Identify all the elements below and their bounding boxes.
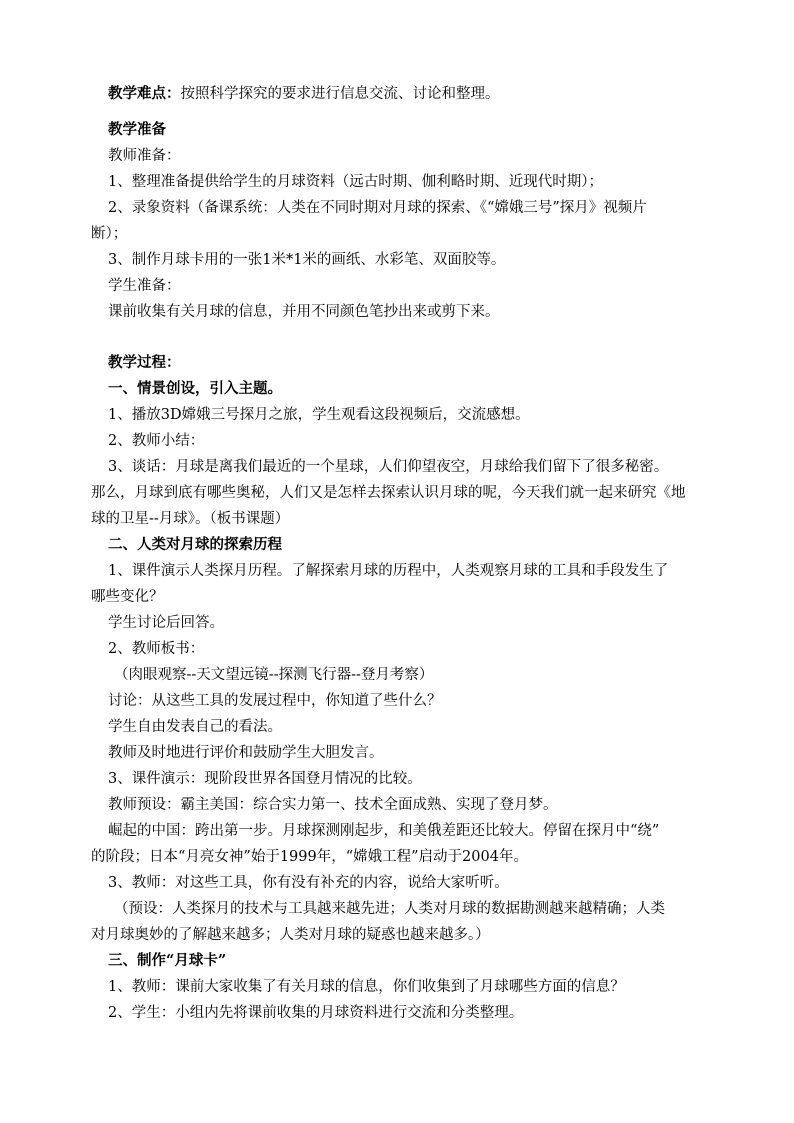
section-2-line: 教师预设：霸主美国：综合实力第一、技术全面成熟、实现了登月梦。 <box>108 797 558 813</box>
section-2-line: 学生自由发表自己的看法。 <box>108 719 282 735</box>
student-prep-label: 学生准备： <box>108 278 181 294</box>
section-3-line: 2、学生：小组内先将课前收集的月球资料进行交流和分类整理。 <box>108 1005 524 1021</box>
section-2-line: 3、课件演示：现阶段世界各国登月情况的比较。 <box>108 771 422 787</box>
section-2-line: 1、课件演示人类探月历程。了解探索月球的历程中，人类观察月球的工具和手段发生了 <box>108 563 669 579</box>
section-1-line: 1、播放3D嫦娥三号探月之旅，学生观看这段视频后，交流感想。 <box>108 407 530 423</box>
section-2-line: 讨论：从这些工具的发展过程中，你知道了些什么？ <box>108 693 442 709</box>
prep-heading: 教学准备 <box>108 121 166 138</box>
teacher-prep-item: 断）； <box>91 226 128 242</box>
teacher-prep-item: 3、制作月球卡用的一张1米*1米的画纸、水彩笔、双面胶等。 <box>108 252 506 268</box>
section-1-line: 球的卫星--月球》。（板书课题） <box>91 511 290 527</box>
section-1-line: 那么，月球到底有哪些奥秘，人们又是怎样去探索认识月球的呢，今天我们就一起来研究《地 <box>91 485 686 501</box>
section-2-line: 对月球奥妙的了解越来越多；人类对月球的疑惑也越来越多。） <box>91 927 490 943</box>
process-heading: 教学过程： <box>108 354 181 371</box>
section-1-line: 2、教师小结： <box>108 433 205 449</box>
section-2-line: （肉眼观察--天文望远镜--探测飞行器--登月考察） <box>114 667 434 683</box>
section-1-line: 3、谈话：月球是离我们最近的一个星球，人们仰望夜空，月球给我们留下了很多秘密。 <box>108 459 669 475</box>
section-2-line: 3、教师：对这些工具，你有没有补充的内容，说给大家听听。 <box>108 875 509 891</box>
section-3-title: 三、制作“月球卡” <box>108 952 227 969</box>
difficulty-line <box>108 84 500 104</box>
section-2-line: 的阶段；日本“月亮女神”始于1999年，“嫦娥工程”启动于2004年。 <box>91 849 528 865</box>
section-2-line: 学生讨论后回答。 <box>108 615 224 631</box>
section-1-title: 一、情景创设，引入主题。 <box>108 380 282 397</box>
section-2-line: 2、教师板书： <box>108 641 205 657</box>
teacher-prep-item: 1、整理准备提供给学生的月球资料（远古时期、伽利略时期、近现代时期）； <box>108 174 603 190</box>
section-2-title: 二、人类对月球的探索历程 <box>108 536 282 553</box>
section-2-line: （预设：人类探月的技术与工具越来越先进；人类对月球的数据勘测越来越精确；人类 <box>114 901 665 917</box>
section-3-line: 1、教师：课前大家收集了有关月球的信息，你们收集到了月球哪些方面的信息？ <box>108 979 625 995</box>
teacher-prep-item: 2、录象资料（备课系统：人类在不同时期对月球的探索、《“嫦娥三号”探月》视频片 <box>108 200 647 216</box>
difficulty-text: 按照科学探究的要求进行信息交流、讨论和整理。 <box>180 86 500 102</box>
section-2-line: 哪些变化？ <box>91 589 164 605</box>
difficulty-label: 教学难点： <box>108 85 181 102</box>
section-2-line: 教师及时地进行评价和鼓励学生大胆发言。 <box>108 745 384 761</box>
student-prep-text: 课前收集有关月球的信息，并用不同颜色笔抄出来或剪下来。 <box>108 304 500 320</box>
section-2-line: 崛起的中国：跨出第一步。月球探测刚起步，和美俄差距还比较大。停留在探月中“绕” <box>108 823 660 839</box>
teacher-prep-label: 教师准备： <box>108 148 181 164</box>
